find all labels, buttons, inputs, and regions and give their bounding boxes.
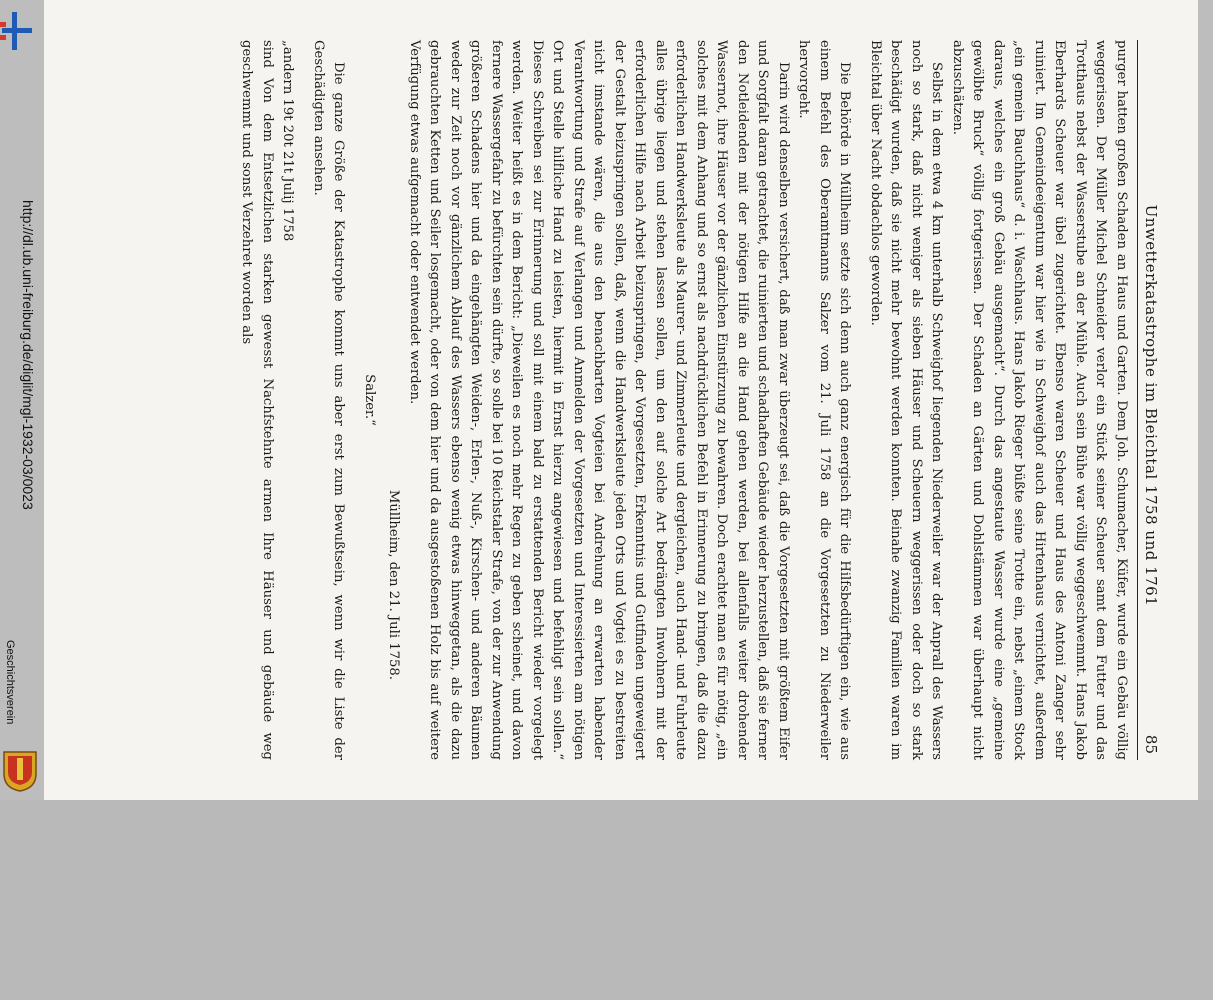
right-viewer-gutter (1198, 0, 1213, 800)
logo-icon (0, 8, 34, 54)
list-text: sind Von dem Entsetzlichen starken gewesst Nachfstehnte armen Ihre Häuser und gebäude weg geschwemmt und sonst Verzehret worden als (239, 40, 275, 760)
society-label: Geschichtsverein (4, 640, 16, 725)
paragraph-4: Darin wird denselben versichert, daß man zwar überzeugt sei, daß die Vorgesetzten mit größtem Eifer und Sorgfalt daran getrachtet, die ruinierten und schadhaften Gebäude wieder herzustellen, daß sie ferner den Notleidenden mit der nötigen Hilfe an die Hand gehen werden, bei allenfalls weiter drohender Wassernot, ihre Häuser vor der gänzlichen Einstürzung zu bewahren. Doch erachtet man es für nötig, „ein solches mit dem Anhang und so ernst als nachdrücklichen Befehl in Erinnerung zu bringen, daß die dazu erforderlichen Handwerksleute als Maurer- und Zimmerleute und dergleichen, auch Hand- und Fuhrleute alles übrige liegen und stehen lassen sollen, um den auf solche Art bedrängten Inwohnern mit der erforderlichen Hilfe nach Arbeit beizuspringen, der Vorgesetzten, Erkenntnis und Gutfinden ungeweigert der Gestalt beizuspringen sollen, daß, wenn die Handwerksleute jeden Orts und Vogtei es zu bestreiten nicht imstande wären, die aus den benachbarten Vogteien bei Andrehung an erwarten habender Verantwortung und Strafe auf Verlangen und Anmelden der Vorgesetzten und Interessierten am nötigen Ort und Stelle hilfliche Hand zu leisten, hiermit in Ernst hierzu angewiesen und befehligt sein sollen.“ Dieses Schreiben sei zur Erinnerung und soll mit einem bald zu erstattenden Bericht wieder vorgelegt werden. Weiter heißt es in dem Bericht: „Dieweilen es noch mehr Regen zu geben scheinet, und davon fernere Wassergefahr zu befürchten sein dürfte, so solle bei 10 Reichstaler Strafe, von der zur Anwendung größeren Schadens hier und da eingehängten Weiden-, Erlen-, Nuß-, Kirschen- und anderen Bäumen weder zur Zeit noch vor gänzlichem Ablauf des Wassers ebenso wenig etwas hinweggetan, als die dazu gebrauchten Ketten und Seiler losgemacht, oder von dem hier und da ausgestoßenen Holz bis auf weitere Verfügung etwas aufgemacht oder entwendet werden. (407, 40, 791, 760)
list-heading: „andern 19t 20t 21t Julij 1758 (280, 40, 296, 242)
page-header-title: Unwetterkatastrophe im Bleichtal 1758 und 1761 (1142, 204, 1160, 607)
page-header (1137, 40, 1160, 760)
signoff-place-date: Müllheim, den 21. Juli 1758. (386, 489, 402, 680)
paragraph-1: purger hatten großen Schaden an Haus und Garten. Dem Joh. Schumacher, Küfer, wurde ein Gebäu völlig weggerissen. Der Müller Michel Schneider verlor ein Stück seiner Scheuer samt dem Futter und das Trotthaus nebst der Wasserstube an der Mühle. Auch sein Bühe war völlig weggeschwemmt. Hans Jakob Eberhards Scheuer war übel zugerichtet. Ebenso waren Scheuer und Haus des Antoni Zanger sehr ruiniert. Im Gemeindeeigentum war hier wie in Schweighof auch das Hirtenhaus vernichtet, außerdem „ein gemein Bauchhaus“ d. i. Waschhaus. Hans Jakob Rieger büßte seine Trotte ein, nebst „einem Stock daraus, welches ein groß Gebäu ausgemacht“. Durch das angestaute Wasser wurde eine „gemeine gewölbte Bruck“ völlig fortgerissen. Der Schaden an Gärten und Dohlstämmen war überhaupt nicht abzuschätzen. (950, 40, 1129, 760)
page-url[interactable]: http://dl.ub.uni-freiburg.de/diglit/mgl-1932-03/0023 (20, 200, 36, 510)
page-text-rotated (70, 40, 1160, 760)
scanned-page (44, 0, 1198, 800)
signoff-name: Salzer.“ (362, 374, 377, 426)
page-number: 85 (1142, 734, 1160, 754)
closing-paragraph: Die ganze Größe der Katastrophe kommt uns aber erst zum Bewußtsein, wenn wir die Liste der Geschädigten ansehen. (311, 40, 347, 760)
left-viewer-gutter (0, 0, 44, 800)
crest-icon (0, 750, 40, 792)
paragraph-3: Die Behörde in Müllheim setzte sich denn auch ganz energisch für die Hilfsbedürftigen ein, wie aus einem Befehl des Oberamtmanns Salzer vom 21. Juli 1758 an die Vorgesetzten zu Niederweiler hervorgeht. (796, 40, 853, 760)
paragraph-2: Selbst in dem etwa 4 km unterhalb Schweighof liegenden Niederweiler war der Anprall des Wassers noch so stark, daß nicht weniger als sieben Häuser und Scheuern weggerissen oder doch so stark beschädigt wurden, daß sie nicht mehr bewohnt werden konnten. Beinahe zwanzig Familien waren im Bleichtal über Nacht obdachlos geworden. (868, 40, 945, 760)
